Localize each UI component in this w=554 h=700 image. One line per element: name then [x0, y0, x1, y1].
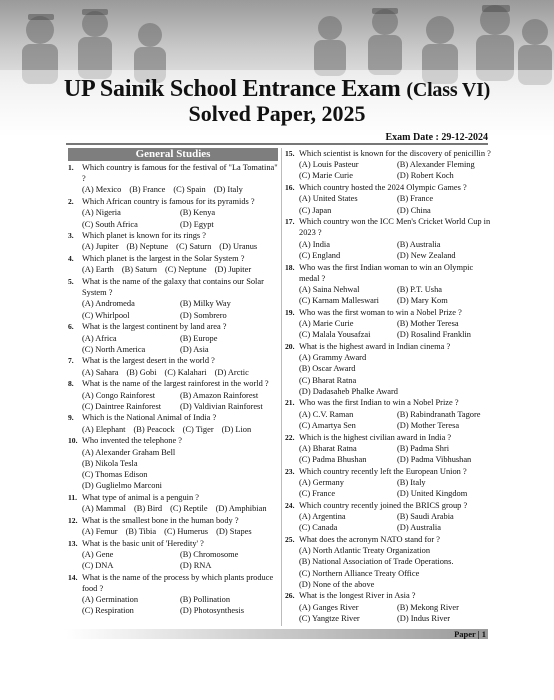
- answer-option: (A) Nigeria: [82, 208, 121, 218]
- answer-option: (C) Malala Yousafzai: [299, 330, 371, 340]
- option-list: [68, 503, 278, 514]
- answer-option: (C) England: [299, 250, 341, 260]
- question-item: [68, 492, 278, 514]
- answer-option: (C) DNA: [82, 561, 114, 571]
- question-number: 23.: [285, 466, 295, 476]
- question-number: 22.: [285, 432, 295, 442]
- answer-option: (C) Spain: [173, 185, 206, 195]
- question-number: 8.: [68, 379, 74, 389]
- answer-option: (C) Yangtze River: [299, 613, 360, 623]
- answer-option: (C) Neptune: [164, 265, 207, 275]
- question-item: [285, 466, 495, 500]
- answer-option: (D) RNA: [180, 561, 212, 571]
- footer-separator: |: [477, 629, 480, 639]
- question-text: Which planet is known for its rings ?: [82, 231, 206, 241]
- question-number: 12.: [68, 515, 78, 525]
- answer-option: (C) Tiger: [182, 424, 214, 434]
- answer-option: (A) Grammy Award: [299, 353, 367, 363]
- option-list: [285, 318, 495, 340]
- question-text: Which country hosted the 2024 Olympic Games ?: [299, 183, 467, 193]
- question-number: 19.: [285, 307, 295, 317]
- question-item: [68, 230, 278, 252]
- answer-option: (A) Germany: [299, 477, 344, 487]
- question-number: 20.: [285, 341, 295, 351]
- answer-option: (B) Italy: [397, 477, 426, 487]
- answer-option: (D) Valdivian Rainforest: [180, 401, 263, 411]
- answer-option: (A) India: [299, 239, 330, 249]
- question-number: 26.: [285, 591, 295, 601]
- question-number: 11.: [68, 492, 78, 502]
- answer-option: (C) Japan: [299, 205, 332, 215]
- answer-option: (A) Saina Nehwal: [299, 284, 360, 294]
- answer-option: (C) Karnam Malleswari: [299, 296, 380, 306]
- question-line: [68, 355, 278, 366]
- question-line: [68, 378, 278, 389]
- option-list: [68, 367, 278, 378]
- option-list: [68, 241, 278, 252]
- question-line: [68, 435, 278, 446]
- answer-option: (D) None of the above: [299, 579, 375, 589]
- answer-option: (A) Ganges River: [299, 602, 359, 612]
- answer-option: (B) Neptune: [126, 242, 169, 252]
- question-text: Which scientist is known for the discovery of penicillin ?: [299, 149, 491, 158]
- answer-option: (A) North Atlantic Treaty Organization: [299, 546, 431, 556]
- footer-label: Paper: [454, 629, 476, 639]
- question-text: Which planet is the largest in the Solar System ?: [82, 254, 245, 264]
- option-list: [68, 298, 278, 320]
- option-list: [285, 159, 495, 181]
- question-number: 13.: [68, 538, 78, 548]
- question-line: [285, 590, 495, 601]
- question-text: Who invented the telephone ?: [82, 436, 182, 446]
- answer-option: (B) Milky Way: [180, 299, 231, 309]
- answer-option: (B) Gobi: [126, 367, 157, 377]
- question-number: 3.: [68, 231, 74, 241]
- question-line: [68, 412, 278, 423]
- question-line: [285, 182, 495, 193]
- page-title: [0, 76, 554, 103]
- page-subtitle: Solved Paper, 2025: [188, 101, 366, 126]
- option-list: [285, 193, 495, 215]
- answer-option: (A) Sahara: [82, 367, 119, 377]
- answer-option: (D) Australia: [397, 523, 441, 533]
- answer-option: (C) Reptile: [170, 504, 208, 514]
- question-text: Which is the highest civilian award in India ?: [299, 432, 452, 442]
- answer-option: (D) Asia: [180, 344, 209, 354]
- question-line: [285, 262, 495, 284]
- answer-option: (D) New Zealand: [397, 250, 456, 260]
- question-text: Which African country is famous for its pyramids ?: [82, 197, 255, 207]
- question-line: [285, 341, 495, 352]
- answer-option: (A) Femur: [82, 527, 118, 536]
- question-item: [68, 435, 278, 491]
- answer-option: (C) France: [299, 489, 336, 499]
- question-text: What is the longest River in Asia ?: [299, 591, 416, 601]
- question-line: [285, 534, 495, 545]
- title-class: (Class VI): [406, 79, 491, 101]
- option-list: [285, 602, 495, 624]
- answer-option: (C) Thomas Edison: [82, 469, 148, 479]
- answer-option: (D) United Kingdom: [397, 489, 468, 499]
- question-text: What is the largest continent by land area ?: [82, 322, 227, 332]
- answer-option: (D) Jupiter: [214, 265, 252, 275]
- left-question-list: [68, 162, 278, 617]
- question-number: 9.: [68, 413, 74, 423]
- question-item: [68, 378, 278, 412]
- question-item: [68, 355, 278, 377]
- question-item: [68, 515, 278, 537]
- question-text: What is the name of the process by which plants produce food ?: [82, 572, 274, 594]
- answer-option: (B) Padma Shri: [397, 443, 450, 453]
- question-number: 5.: [68, 277, 74, 287]
- question-text: What is the basic unit of 'Heredity' ?: [82, 538, 204, 548]
- option-list: [285, 409, 495, 431]
- answer-option: (A) C.V. Raman: [299, 409, 354, 419]
- answer-option: (D) Mother Teresa: [397, 420, 460, 430]
- answer-option: (A) Andromeda: [82, 299, 135, 309]
- question-text: Who was the first woman to win a Nobel Prize ?: [299, 307, 462, 317]
- answer-option: (B) France: [397, 194, 434, 204]
- option-list: [68, 594, 278, 616]
- question-line: [68, 538, 278, 549]
- question-text: What is the largest desert in the world ?: [82, 356, 215, 366]
- answer-option: (C) Marie Curie: [299, 171, 353, 181]
- answer-option: (A) Earth: [82, 265, 114, 275]
- answer-option: (D) Amphibian: [215, 504, 267, 514]
- question-item: [68, 162, 278, 196]
- answer-option: (C) Saturn: [176, 242, 212, 252]
- question-text: What is the smallest bone in the human body ?: [82, 515, 239, 525]
- question-item: [285, 341, 495, 397]
- question-text: What does the acronym NATO stand for ?: [299, 534, 441, 544]
- option-list: [68, 264, 278, 275]
- answer-option: (D) Indus River: [397, 613, 451, 623]
- option-list: [285, 284, 495, 306]
- answer-option: (D) Rosalind Franklin: [397, 330, 471, 340]
- question-number: 18.: [285, 262, 295, 272]
- answer-option: (A) Jupiter: [82, 242, 119, 252]
- question-item: [285, 262, 495, 307]
- answer-option: (D) Dadasaheb Phalke Award: [299, 386, 398, 396]
- answer-option: (A) Congo Rainforest: [82, 390, 156, 400]
- question-line: [68, 515, 278, 526]
- footer-page-label: [454, 629, 486, 639]
- answer-option: (A) Marie Curie: [299, 319, 354, 329]
- question-item: [285, 148, 495, 182]
- option-list: [68, 424, 278, 435]
- question-line: [68, 492, 278, 503]
- question-number: 15.: [285, 149, 295, 158]
- answer-option: (A) Mexico: [82, 185, 122, 195]
- answer-option: (B) P.T. Usha: [397, 284, 442, 294]
- question-text: What type of animal is a penguin ?: [82, 492, 199, 502]
- question-line: [285, 466, 495, 477]
- question-text: What is the highest award in Indian cinema ?: [299, 341, 451, 351]
- option-list: [285, 477, 495, 499]
- answer-option: (A) Gene: [82, 549, 114, 559]
- question-number: 2.: [68, 197, 74, 207]
- question-line: [68, 253, 278, 264]
- question-text: What is the name of the largest rainforest in the world ?: [82, 379, 269, 389]
- question-item: [285, 307, 495, 341]
- title-main: UP Sainik School Entrance Exam: [63, 76, 401, 102]
- question-item: [68, 538, 278, 572]
- answer-option: (D) Uranus: [219, 242, 258, 252]
- answer-option: (C) Bharat Ratna: [299, 375, 357, 385]
- question-item: [285, 590, 495, 624]
- answer-option: (A) Alexander Graham Bell: [82, 447, 176, 457]
- answer-option: (B) Chromosome: [180, 549, 239, 559]
- question-item: [285, 182, 495, 216]
- footer-bar: [66, 629, 488, 639]
- question-line: [68, 230, 278, 241]
- answer-option: (C) Padma Bhushan: [299, 454, 367, 464]
- answer-option: (D) Mary Kom: [397, 296, 448, 306]
- answer-option: (C) Whirlpool: [82, 310, 130, 320]
- question-text: Which is the National Animal of India ?: [82, 413, 217, 423]
- page-number: 1: [481, 629, 486, 639]
- right-question-list: [285, 148, 495, 624]
- question-number: 24.: [285, 500, 295, 510]
- answer-option: (B) Rabindranath Tagore: [397, 409, 481, 419]
- question-item: [68, 321, 278, 355]
- option-list: [68, 390, 278, 412]
- answer-option: (A) Africa: [82, 333, 117, 343]
- question-text: Which country recently left the European Union ?: [299, 466, 467, 476]
- answer-option: (B) National Association of Trade Operations.: [299, 557, 454, 567]
- question-number: 16.: [285, 183, 295, 193]
- question-number: 25.: [285, 534, 295, 544]
- answer-option: (B) Tibia: [125, 527, 157, 536]
- answer-option: (B) Oscar Award: [299, 364, 356, 374]
- question-line: [285, 216, 495, 238]
- answer-option: (A) Germination: [82, 595, 139, 605]
- question-number: 7.: [68, 356, 74, 366]
- question-item: [68, 253, 278, 275]
- question-number: 1.: [68, 163, 74, 172]
- answer-option: (B) Bird: [133, 504, 163, 514]
- answer-option: (D) Italy: [213, 185, 243, 195]
- question-line: [68, 162, 278, 184]
- option-list: [68, 526, 278, 537]
- answer-option: (A) Argentina: [299, 512, 346, 521]
- answer-option: (C) Amartya Sen: [299, 420, 356, 430]
- question-line: [68, 321, 278, 332]
- option-list: [68, 549, 278, 571]
- answer-option: (D) Arctic: [214, 367, 249, 377]
- question-text: Who was the first Indian to win a Nobel Prize ?: [299, 398, 459, 408]
- question-number: 21.: [285, 398, 295, 408]
- question-line: [68, 276, 278, 298]
- answer-option: (A) Mammal: [82, 504, 126, 514]
- answer-option: (B) Mother Teresa: [397, 319, 459, 329]
- answer-option: (D) Lion: [221, 424, 252, 434]
- question-item: [285, 397, 495, 431]
- column-divider: [281, 148, 282, 626]
- answer-option: (D) Stapes: [216, 527, 252, 536]
- option-list: [285, 443, 495, 465]
- answer-option: (A) Elephant: [82, 424, 126, 434]
- question-line: [285, 432, 495, 443]
- question-item: [285, 216, 495, 261]
- question-number: 4.: [68, 254, 74, 264]
- question-item: [68, 572, 278, 617]
- answer-option: (B) Saturn: [121, 265, 157, 275]
- answer-option: (B) Saudi Arabia: [397, 512, 454, 521]
- answer-option: (C) Humerus: [164, 527, 209, 536]
- answer-option: (D) Padma Vibhushan: [397, 454, 472, 464]
- question-item: [285, 500, 495, 534]
- question-item: [68, 276, 278, 321]
- answer-option: (C) Kalahari: [164, 367, 207, 377]
- answer-option: (D) Guglielmo Marconi: [82, 481, 163, 491]
- question-line: [285, 148, 495, 159]
- exam-date: Exam Date : 29-12-2024: [385, 132, 488, 143]
- option-list: [68, 207, 278, 229]
- answer-option: (D) Photosynthesis: [180, 606, 244, 616]
- left-column: [68, 148, 278, 617]
- question-number: 10.: [68, 436, 78, 446]
- option-list: [68, 333, 278, 355]
- answer-option: (C) South Africa: [82, 219, 138, 229]
- question-text: Who was the first Indian woman to win an Olympic medal ?: [299, 262, 474, 283]
- answer-option: (C) Respiration: [82, 606, 134, 616]
- answer-option: (B) Pollination: [180, 595, 231, 605]
- answer-option: (D) Sombrero: [180, 310, 227, 320]
- answer-option: (B) Peacock: [133, 424, 175, 434]
- option-list: [285, 545, 495, 590]
- question-item: [68, 412, 278, 434]
- answer-option: (C) Canada: [299, 523, 338, 533]
- option-list: [68, 447, 278, 492]
- option-list: [68, 184, 278, 195]
- right-column: [285, 148, 495, 625]
- question-number: 17.: [285, 217, 295, 227]
- answer-option: (D) Egypt: [180, 219, 214, 229]
- answer-option: (B) Nikola Tesla: [82, 458, 138, 468]
- answer-option: (D) China: [397, 205, 431, 215]
- question-item: [285, 534, 495, 590]
- option-list: [285, 352, 495, 397]
- answer-option: (B) Europe: [180, 333, 218, 343]
- answer-option: (B) Mekong River: [397, 602, 459, 612]
- question-item: [285, 432, 495, 466]
- question-text: Which country won the ICC Men's Cricket World Cup in 2023 ?: [299, 217, 491, 238]
- question-line: [68, 572, 278, 594]
- answer-option: (B) Amazon Rainforest: [180, 390, 259, 400]
- answer-option: (B) Alexander Fleming: [397, 160, 475, 170]
- question-line: [285, 397, 495, 408]
- answer-option: (A) Bharat Ratna: [299, 443, 357, 453]
- question-line: [68, 196, 278, 207]
- answer-option: (B) France: [129, 185, 166, 195]
- question-line: [285, 307, 495, 318]
- answer-option: (B) Kenya: [180, 208, 216, 218]
- header-divider: [66, 143, 488, 145]
- answer-option: (D) Robert Koch: [397, 171, 454, 181]
- question-text: Which country is famous for the festival of "La Tomatina" ?: [82, 163, 278, 184]
- answer-option: (A) United States: [299, 194, 358, 204]
- question-text: Which country recently joined the BRICS group ?: [299, 500, 468, 510]
- section-heading: General Studies: [68, 148, 278, 161]
- answer-option: (C) North America: [82, 344, 146, 354]
- answer-option: (C) Northern Alliance Treaty Office: [299, 568, 420, 578]
- question-text: What is the name of the galaxy that contains our Solar System ?: [82, 277, 264, 298]
- option-list: [285, 511, 495, 533]
- answer-option: (A) Louis Pasteur: [299, 160, 359, 170]
- answer-option: (B) Australia: [397, 239, 441, 249]
- option-list: [285, 239, 495, 261]
- question-line: [285, 500, 495, 511]
- question-number: 14.: [68, 572, 78, 582]
- question-number: 6.: [68, 322, 74, 332]
- answer-option: (C) Daintree Rainforest: [82, 401, 162, 411]
- question-item: [68, 196, 278, 230]
